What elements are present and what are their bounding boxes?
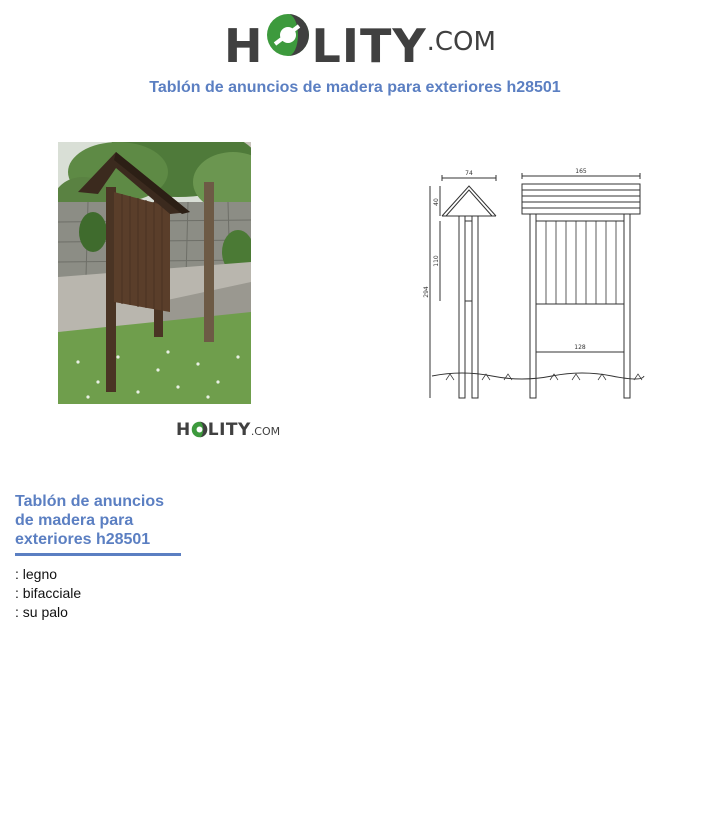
section-divider [15,553,181,556]
dim-inner-width: 128 [574,344,586,351]
watermark-text-left: H [176,420,191,440]
logo-text-right: LITY [311,18,427,73]
dim-front-width: 165 [575,168,587,175]
watermark-suffix: .COM [250,425,281,438]
technical-drawing [422,166,650,406]
dim-side-width: 74 [465,170,473,177]
watermark-text-right: LITY [207,420,251,440]
spec-list [15,565,81,622]
dim-total-height: 294 [423,286,430,298]
spec-item-mount: : su palo [15,604,68,620]
dim-board-height: 110 [433,255,440,267]
wooden-noticeboard-photo [58,142,251,404]
product-title: Tablón de anuncios de madera para exteriores h28501 [15,493,165,548]
dim-roof-height: 40 [433,198,440,206]
spec-item-sides: : bifacciale [15,585,82,601]
photo-illustration [58,142,251,404]
page-title: Tablón de anuncios de madera para exteriores h28501 [149,79,561,96]
watermark-logo [176,420,280,440]
holity-o-icon [191,421,208,438]
logo-text-left: H [224,18,264,73]
holity-logo[interactable] [0,12,720,73]
spec-item-material: : legno [15,566,58,582]
holity-o-icon [265,12,311,58]
logo-suffix: .COM [426,27,496,57]
